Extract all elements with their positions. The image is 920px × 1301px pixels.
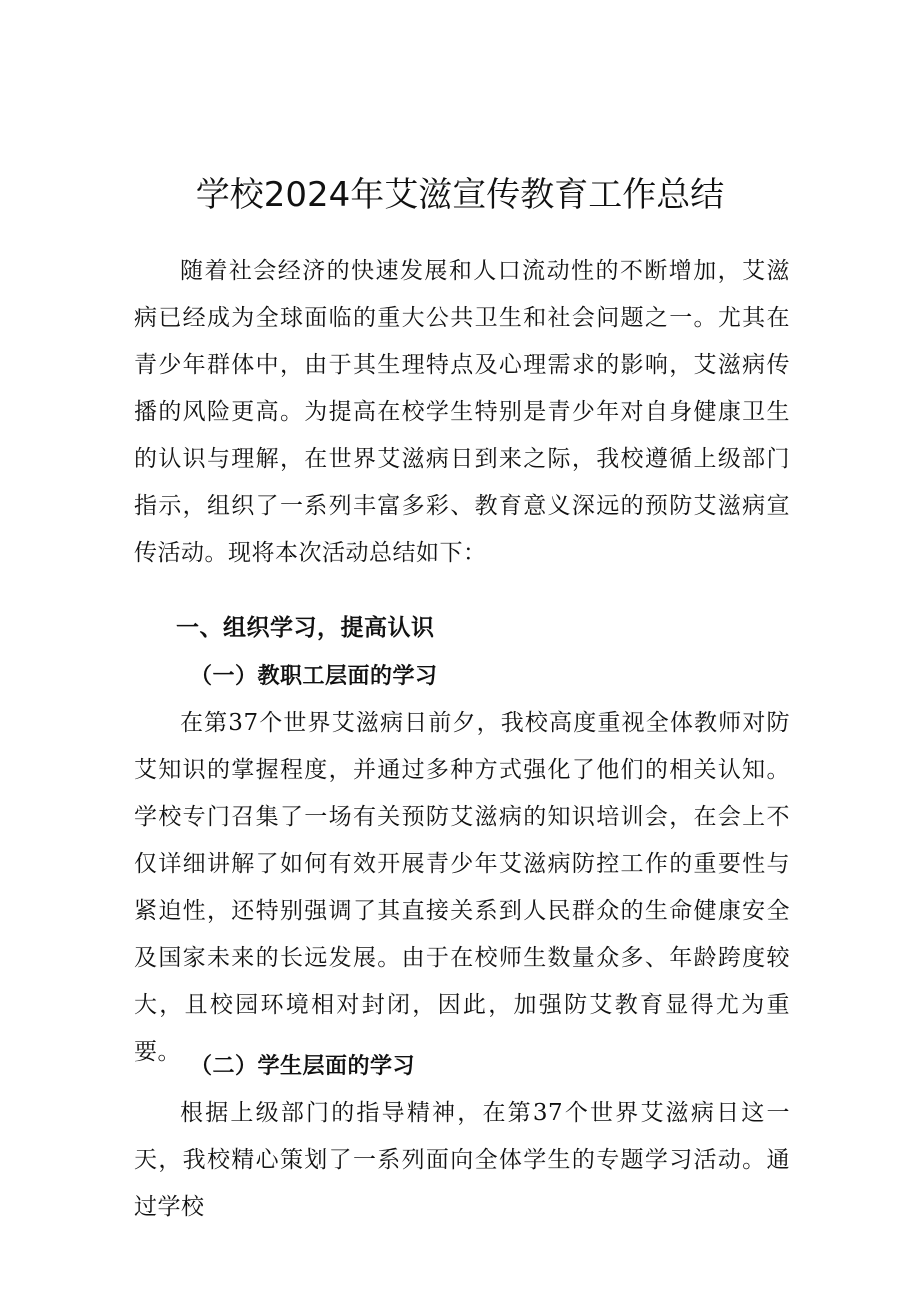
section-heading-1: 一、组织学习，提高认识 [176, 615, 435, 641]
document-title: 学校2024年艾滋宣传教育工作总结 [195, 175, 725, 215]
subsection-heading-1: （一）教职工层面的学习 [190, 663, 438, 689]
subsection-2-paragraph: 根据上级部门的指导精神，在第37个世界艾滋病日这一天，我校精心策划了一系列面向全体学生的专题学习活动。通过学校 [134, 1100, 790, 1220]
intro-paragraph: 随着社会经济的快速发展和人口流动性的不断增加，艾滋病已经成为全球面临的重大公共卫生和社会问题之一。尤其在青少年群体中，由于其生理特点及心理需求的影响，艾滋病传播的风险更高。为提高在校学生特别是青少年对自身健康卫生的认识与理解，在世界艾滋病日到来之际，我校遵循上级部门指示，组织了一系列丰富多彩、教育意义深远的预防艾滋病宣传活动。现将本次活动总结如下： [134, 258, 790, 566]
subsection-1-paragraph: 在第37个世界艾滋病日前夕，我校高度重视全体教师对防艾知识的掌握程度，并通过多种方式强化了他们的相关认知。学校专门召集了一场有关预防艾滋病的知识培训会，在会上不仅详细讲解了如何有效开展青少年艾滋病防控工作的重要性与紧迫性，还特别强调了其直接关系到人民群众的生命健康安全及国家未来的长远发展。由于在校师生数量众多、年龄跨度较大，且校园环境相对封闭，因此，加强防艾教育显得尤为重要。 [134, 710, 790, 1065]
subsection-heading-2: （二）学生层面的学习 [190, 1053, 416, 1079]
